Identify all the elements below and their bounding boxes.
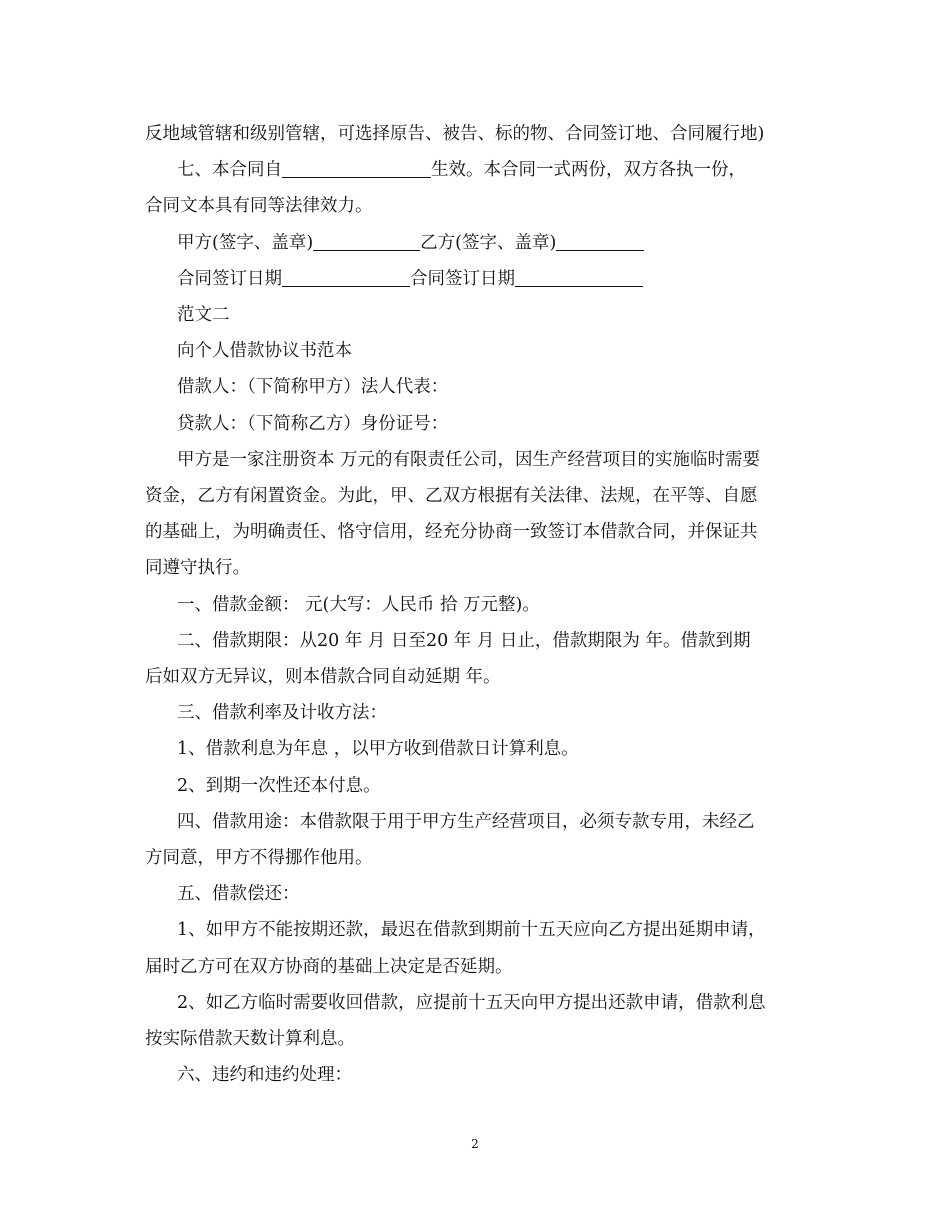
effective-date-blank: [282, 160, 431, 179]
text-line: 届时乙方可在双方协商的基础上决定是否延期。: [145, 956, 513, 977]
party-a-signature-label: 甲方(签字、盖章): [177, 232, 314, 253]
text-fragment: 七、本合同自: [177, 160, 282, 181]
text-line: 合同文本具有同等法律效力。: [145, 196, 373, 217]
text-line: 反地域管辖和级别管辖，可选择原告、被告、标的物、合同签订地、合同履行地): [145, 124, 765, 144]
text-line: 资金，乙方有闲置资金。为此，甲、乙双方根据有关法律、法规，在平等、自愿: [145, 486, 758, 507]
document-title: 向个人借款协议书范本: [177, 341, 352, 362]
lender-line: 贷款人：（下简称乙方）身份证号：: [177, 413, 449, 434]
text-line: 方同意，甲方不得挪作他用。: [145, 848, 373, 869]
text-line: 一、借款金额： 元(大写：人民币 拾 万元整)。: [177, 594, 540, 615]
document-body: [145, 116, 810, 1093]
party-a-signature-blank: [313, 232, 420, 251]
text-line: 三、借款利率及计收方法：: [177, 703, 387, 724]
signing-date-label: 合同签订日期: [177, 268, 282, 289]
text-line: 甲方是一家注册资本 万元的有限责任公司，因生产经营项目的实施临时需要: [177, 449, 761, 470]
signature-line: [145, 225, 810, 261]
text-line: 1、借款利息为年息 ，以甲方收到借款日计算利息。: [177, 739, 579, 760]
signing-date-blank: [282, 268, 410, 287]
party-b-signature-blank: [556, 232, 644, 251]
text-line: 按实际借款天数计算利息。: [145, 1029, 355, 1050]
signing-date-blank: [515, 268, 643, 287]
text-fragment: 生效。本合同一式两份，双方各执一份，: [431, 160, 746, 181]
text-line: 五、借款偿还：: [177, 884, 300, 905]
clause-seven-line: [145, 152, 810, 188]
text-line: 四、借款用途：本借款限于用于甲方生产经营项目，必须专款专用，未经乙: [177, 811, 755, 832]
signing-date-label: 合同签订日期: [410, 268, 515, 289]
text-line: 二、借款期限：从20 年 月 日至20 年 月 日止，借款期限为 年。借款到期: [177, 630, 751, 651]
text-line: 同遵守执行。: [145, 558, 250, 579]
text-line: 2、如乙方临时需要收回借款，应提前十五天向甲方提出还款申请，借款利息: [177, 992, 766, 1013]
text-line: 六、违约和违约处理：: [177, 1065, 352, 1086]
text-line: 的基础上，为明确责任、恪守信用，经充分协商一致签订本借款合同，并保证共: [145, 522, 758, 543]
text-line: 后如双方无异议，则本借款合同自动延期 年。: [145, 667, 501, 688]
party-b-signature-label: 乙方(签字、盖章): [420, 232, 557, 253]
text-line: 2、到期一次性还本付息。: [177, 775, 381, 796]
page-number: 2: [471, 1137, 479, 1151]
section-heading: 范文二: [177, 305, 230, 326]
signing-date-line: [145, 261, 810, 297]
borrower-line: 借款人：（下简称甲方）法人代表：: [177, 377, 449, 398]
text-line: 1、如甲方不能按期还款，最迟在借款到期前十五天应向乙方提出延期申请，: [177, 920, 766, 941]
